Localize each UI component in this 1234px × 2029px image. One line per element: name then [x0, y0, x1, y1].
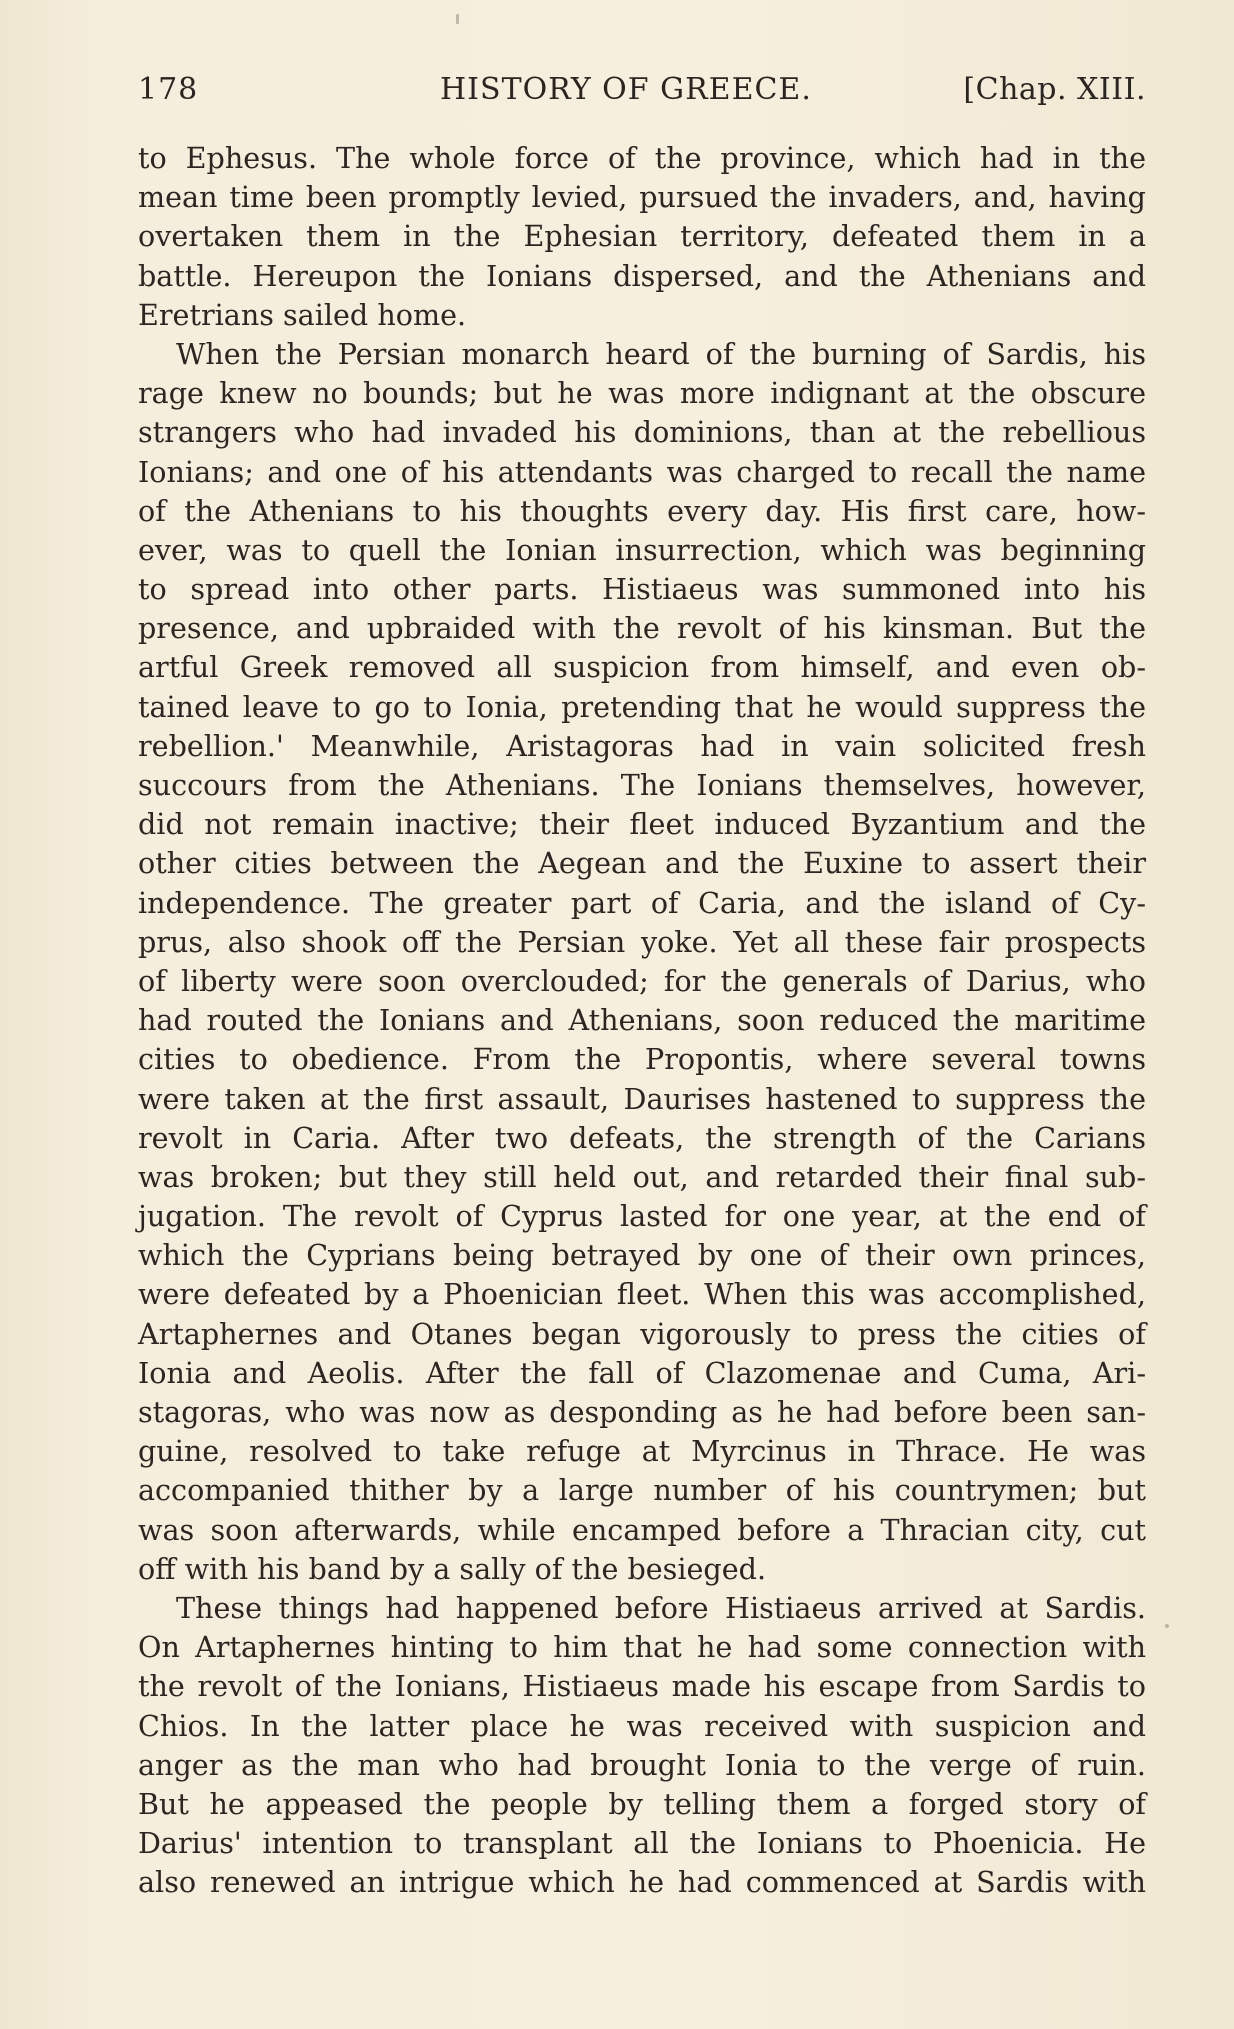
text-line: to Ephesus. The whole force of the province, which had in the: [138, 141, 1146, 175]
paper-speck: [1165, 1624, 1169, 1628]
text-line: to spread into other parts. Histiaeus was summoned into his: [138, 572, 1146, 607]
text-line: other cities between the Aegean and the Euxine to assert their: [138, 846, 1146, 881]
paper-speck: [456, 14, 459, 24]
text-line: accompanied thither by a large number of his countrymen; but: [138, 1473, 1146, 1508]
text-line: But he appeased the people by telling them a forged story of: [138, 1786, 1146, 1821]
text-line: On Artaphernes hinting to him that he had some connection with: [138, 1630, 1146, 1665]
text-line: guine, resolved to take refuge at Myrcinus in Thrace. He was: [138, 1434, 1146, 1469]
text-line: mean time been promptly levied, pursued the invaders, and, having: [138, 180, 1146, 215]
text-line: off with his band by a sally of the besieged.: [138, 1551, 767, 1586]
text-line: which the Cyprians being betrayed by one of their own princes,: [138, 1238, 1146, 1273]
text-line: Eretrians sailed home.: [138, 297, 467, 332]
text-line: ever, was to quell the Ionian insurrection, which was beginning: [138, 532, 1146, 567]
text-line: strangers who had invaded his dominions, than at the rebellious: [138, 415, 1146, 450]
text-line: the revolt of the Ionians, Histiaeus made his escape from Sardis to: [138, 1669, 1146, 1704]
text-line: Ionians; and one of his attendants was charged to recall the name: [138, 454, 1146, 489]
text-line: overtaken them in the Ephesian territory, defeated them in a: [138, 219, 1146, 254]
text-line: These things had happened before Histiaeus arrived at Sardis.: [176, 1590, 1146, 1625]
text-line: Chios. In the latter place he was received with suspicion and: [138, 1708, 1146, 1743]
text-line: stagoras, who was now as desponding as he had before been san-: [138, 1395, 1146, 1429]
text-line: of the Athenians to his thoughts every day. His first care, how-: [138, 493, 1146, 528]
text-line: also renewed an intrigue which he had commenced at Sardis with: [138, 1865, 1146, 1900]
text-line: were taken at the first assault, Daurises hastened to suppress the: [138, 1081, 1146, 1116]
text-line: cities to obedience. From the Propontis, where several towns: [138, 1042, 1146, 1077]
body-text: [138, 139, 1146, 1902]
text-line: was soon afterwards, while encamped before a Thracian city, cut: [138, 1512, 1146, 1547]
text-line: independence. The greater part of Caria, and the island of Cy-: [138, 885, 1146, 920]
text-line: tained leave to go to Ionia, pretending that he would suppress the: [138, 689, 1146, 724]
text-line: jugation. The revolt of Cyprus lasted for one year, at the end of: [138, 1199, 1146, 1234]
text-line: prus, also shook off the Persian yoke. Yet all these fair prospects: [138, 924, 1146, 959]
text-line: revolt in Caria. After two defeats, the strength of the Carians: [138, 1120, 1146, 1155]
text-line: Artaphernes and Otanes began vigorously to press the cities of: [138, 1316, 1146, 1351]
page-number: 178: [138, 72, 199, 107]
text-line: Darius' intention to transplant all the Ionians to Phoenicia. He: [138, 1826, 1146, 1861]
text-line: Ionia and Aeolis. After the fall of Clazomenae and Cuma, Ari-: [138, 1355, 1146, 1390]
text-line: of liberty were soon overclouded; for the generals of Darius, who: [138, 963, 1146, 998]
text-line: were defeated by a Phoenician fleet. When this was accomplished,: [138, 1277, 1146, 1312]
text-line: rebellion.' Meanwhile, Aristagoras had in vain solicited fresh: [138, 728, 1146, 763]
text-line: rage knew no bounds; but he was more indignant at the obscure: [138, 376, 1146, 411]
chapter-label: [Chap. XIII.: [963, 72, 1146, 107]
text-line: battle. Hereupon the Ionians dispersed, and the Athenians and: [138, 258, 1146, 293]
running-title: HISTORY OF GREECE.: [440, 72, 812, 107]
text-line: artful Greek removed all suspicion from himself, and even ob-: [138, 650, 1146, 685]
text-line: presence, and upbraided with the revolt of his kinsman. But the: [138, 611, 1146, 646]
text-line: had routed the Ionians and Athenians, soon reduced the maritime: [138, 1003, 1146, 1038]
running-header: [138, 72, 1146, 120]
text-line: was broken; but they still held out, and retarded their final sub-: [138, 1159, 1146, 1194]
text-line: succours from the Athenians. The Ionians themselves, however,: [138, 768, 1146, 802]
text-line: anger as the man who had brought Ionia to the verge of ruin.: [138, 1747, 1146, 1782]
text-line: When the Persian monarch heard of the burning of Sardis, his: [176, 336, 1146, 371]
text-line: did not remain inactive; their fleet induced Byzantium and the: [138, 807, 1146, 842]
